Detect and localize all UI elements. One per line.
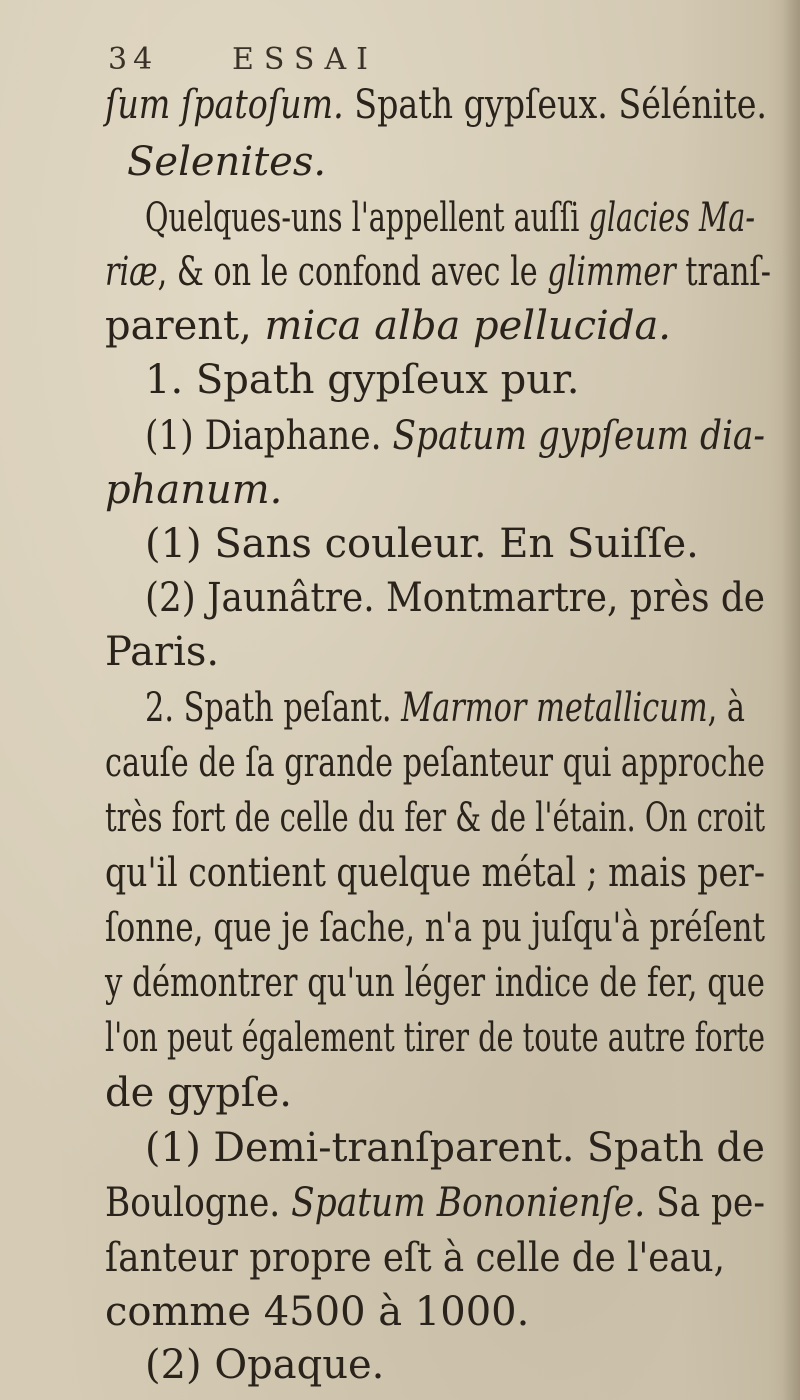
text-run: Paris. (105, 629, 220, 675)
text-line (105, 1235, 725, 1281)
italic-text: glimmer (547, 249, 676, 295)
text-line (105, 82, 767, 128)
text-line (145, 357, 580, 403)
text-run: 1. Spath gypſeux pur. (145, 357, 580, 403)
italic-text: glacies Ma- (588, 195, 756, 241)
text-run: parent, (105, 303, 265, 349)
text-line (145, 685, 746, 731)
text-run: (1) Diaphane. (145, 413, 393, 459)
text-line (127, 139, 327, 185)
italic-text: Spatum gypſeum dia- (392, 413, 766, 459)
running-title: ESSAI (232, 42, 378, 77)
text-run: de gypſe. (105, 1070, 292, 1116)
text-run: ſanteur propre eſt à celle de l'eau, (105, 1235, 725, 1281)
text-run: comme 4500 à 1000. (105, 1289, 530, 1335)
text-line (105, 249, 771, 295)
text-line (145, 575, 766, 621)
text-line (105, 1070, 292, 1116)
text-line (105, 629, 220, 675)
page-edge-shadow (782, 0, 800, 1400)
text-run: (1) Sans couleur. En Suiſſe. (145, 521, 699, 567)
text-run: très fort de celle du fer & de l'étain. On croit (105, 795, 766, 841)
text-run: y démontrer qu'un léger indice de fer, que (105, 960, 765, 1006)
text-run: (2) Opaque. (145, 1342, 385, 1388)
text-line (105, 467, 283, 513)
text-run: ſonne, que je ſache, n'a pu juſqu'à préſent (105, 905, 766, 951)
text-run: 2. Spath peſant. (145, 685, 402, 731)
page-number: 34 (108, 42, 159, 77)
text-line (105, 850, 765, 896)
italic-text: mica alba pellucida. (264, 303, 671, 349)
italic-text: Spatum Bononienſe. (291, 1180, 646, 1226)
text-run: qu'il contient quelque métal ; mais per- (105, 850, 765, 896)
text-line (145, 1342, 385, 1388)
text-line (105, 905, 766, 951)
text-line (105, 1289, 530, 1335)
text-run: , & on le confond avec le (157, 249, 548, 295)
text-line (145, 521, 699, 567)
italic-text: Selenites. (127, 139, 327, 185)
text-run: (2) Jaunâtre. Montmartre, près de (145, 575, 766, 621)
text-line (105, 1015, 766, 1061)
text-line (145, 413, 766, 459)
text-run: (1) Demi-tranſparent. Spath de (145, 1125, 765, 1171)
italic-text: riæ (105, 249, 158, 295)
text-run: Quelques-uns l'appellent auſſi (145, 195, 589, 241)
text-run: cauſe de ſa grande peſanteur qui approche (105, 740, 765, 786)
text-line (105, 795, 766, 841)
text-run: Sa pe- (645, 1180, 766, 1226)
text-line (145, 1125, 765, 1171)
italic-text: Marmor metallicum (401, 685, 708, 731)
text-run: Boulogne. (105, 1180, 292, 1226)
text-line (145, 195, 756, 241)
italic-text: ſum ſpatoſum. (105, 82, 355, 128)
text-line (105, 303, 671, 349)
text-line (105, 1180, 766, 1226)
text-line (105, 740, 765, 786)
text-run: , à (707, 685, 746, 731)
text-run: Spath gypſeux. Sélénite. (354, 82, 767, 128)
text-line (105, 960, 765, 1006)
text-run: l'on peut également tirer de toute autre forte (105, 1015, 766, 1061)
italic-text: phanum. (105, 467, 283, 513)
text-run: tranſ- (675, 249, 771, 295)
